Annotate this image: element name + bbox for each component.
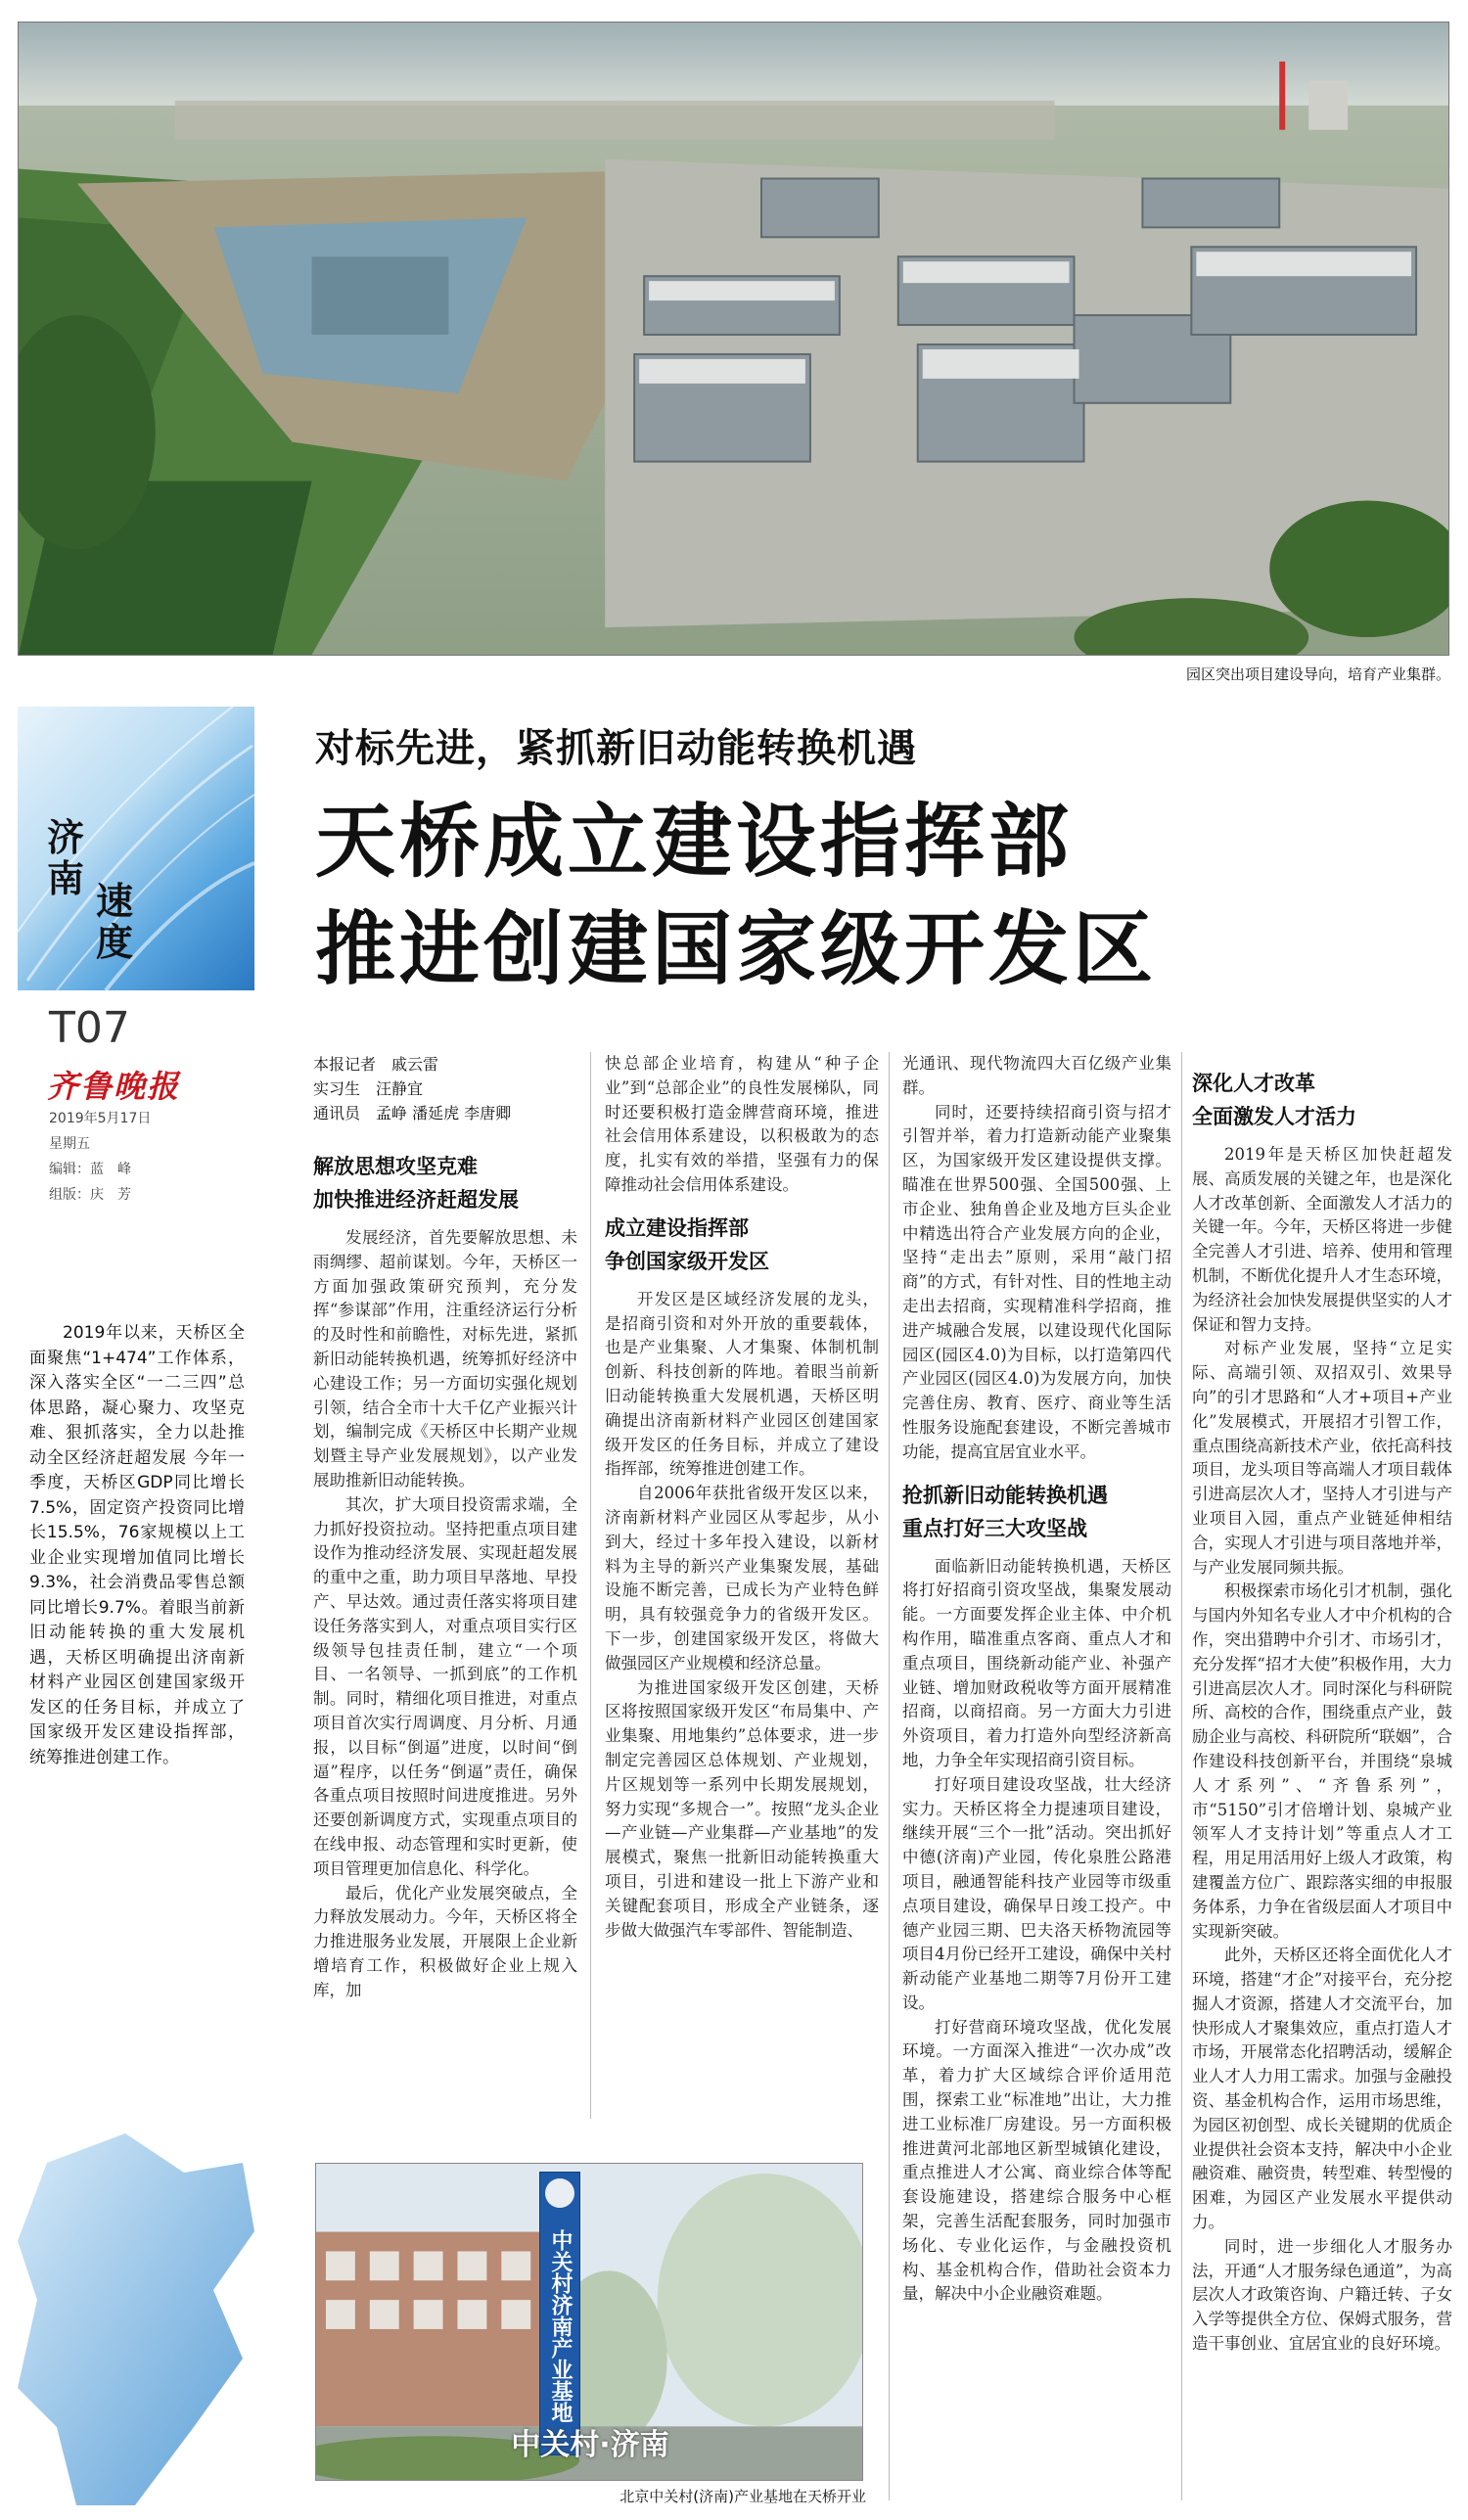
- byline: [313, 1052, 597, 1125]
- bottom-photo-caption: 北京中关村(济南)产业基地在天桥开业: [619, 2488, 866, 2505]
- paragraph: 打好营商环境攻坚战，优化发展环境。一方面深入推进“一次办成”改革，着力扩大区域综合评价适用范围，探索工业“标准地”出让，大力推进工业标准厂房建设。另一方面积极推进黄河北部地区新型城镇化建设，重点推进人才公寓、商业综合体等配套设施建设，搭建综合服务中心框架，完善生活配套服务，同时加强市场化、专业化运作，与金融投资机构、基金机构合作，借助社会资本力量，解决中小企业融资难题。: [902, 2017, 1171, 2304]
- industrial-park-aerial-photo: [18, 22, 1449, 656]
- issue-weekday: 星期五: [49, 1136, 90, 1152]
- paragraph: 光通讯、现代物流四大百亿级产业集群。: [902, 1054, 1171, 1097]
- article-column-1: [313, 1150, 577, 2129]
- paragraph: 此外，天桥区还将全面优化人才环境，搭建“才企”对接平台，充分挖掘人才资源，搭建人才交流平台，加快形成人才聚集效应，重点打造人才市场，开展常态化招聘活动，缓解企业人才人力用工需求。加强与金融投资、基金机构合作，运用市场思维，为园区初创型、成长关键期的优质企业提供社会资本支持，解决中小企业融资难、融资贵，转型难、转型慢的困难，为园区产业发展水平提供动力。: [1192, 1946, 1452, 2232]
- issue-date: 2019年5月17日: [49, 1111, 152, 1126]
- paragraph: 开发区是区域经济发展的龙头，是招商引资和对外开放的重要载体，也是产业集聚、人才集聚、体制机制创新、科技创新的阵地。着眼当前新旧动能转换重大发展机遇，天桥区明确提出济南新材料产业园区创建国家级开发区的任务目标，并成立了建设指挥部，统筹推进创建工作。: [605, 1289, 879, 1479]
- paragraph: 面临新旧动能转换机遇，天桥区将打好招商引资攻坚战，集聚发展动能。一方面要发挥企业主体、中介机构作用，瞄准重点客商、重点人才和重点项目，围绕新动能产业、补强产业链、增加财政税收等方面开展精准招商，以商招商。另一方面大力引进外资项目，着力打造外向型经济新高地，力争全年实现招商引资目标。: [902, 1556, 1171, 1769]
- section-title-vertical: [47, 816, 134, 964]
- main-headline-line-2: 推进创建国家级开发区: [315, 903, 1158, 996]
- paragraph: 打好项目建设攻坚战，壮大经济实力。天桥区将全力提速项目建设，继续开展“三个一批”活动。突出抓好中德(济南)产业园，传化泉胜公路港项目，融通智能科技产业园等市级重点项目建设，确保早日竣工投产。中德产业园三期、巴夫洛天桥物流园等项目4月份已经开工建设，确保中关村新动能产业基地二期等7月份开工建设。: [902, 1774, 1171, 2012]
- paragraph: 快总部企业培育，构建从“种子企业”到“总部企业”的良性发展梯队，同时还要积极打造金牌营商环境，推进社会信用体系建设，以积极敢为的态度，扎实有效的举措，坚强有力的保障推动社会信用体系建设。: [605, 1054, 879, 1194]
- column-divider: [889, 1052, 890, 2500]
- zhongguancun-base-photo: [315, 2163, 863, 2481]
- column-divider: [590, 1052, 591, 2119]
- section-char-group: [96, 881, 133, 963]
- section-char: 速: [96, 880, 134, 923]
- editor-credit: 编辑：蓝 峰: [49, 1162, 131, 1177]
- paragraph: 发展经济，首先要解放思想、未雨绸缪、超前谋划。今年，天桥区一方面加强政策研究预判，充分发挥“参谋部”作用，注重经济运行分析的及时性和前瞻性，对标先进，紧抓新旧动能转换机遇，统筹抓好经济中心建设工作；另一方面切实强化规划引领，结合全市十大千亿产业振兴计划，编制完成《天桥区中长期产业规划暨主导产业发展规划》，以产业发展助推新旧动能转换。: [313, 1228, 577, 1489]
- newspaper-logo: 齐鲁晚报: [47, 1068, 181, 1105]
- section-char: 济: [47, 816, 85, 859]
- column-divider: [1181, 1052, 1182, 2500]
- ground-sign-text: 中关村·济南: [511, 2428, 669, 2462]
- article-column-2: [605, 1052, 879, 2078]
- article-column-3: [902, 1052, 1171, 2500]
- kicker-headline: 对标先进，紧抓新旧动能转换机遇: [315, 726, 917, 771]
- article-column-4: [1192, 1067, 1452, 2500]
- subhead-3a: 抢抓新旧动能转换机遇: [902, 1483, 1108, 1507]
- paragraph: 自2006年获批省级开发区以来，济南新材料产业园区从零起步，从小到大，经过十多年投入建设，以新材料为主导的新兴产业集聚发展，基础设施不断完善，已成长为产业特色鲜明，具有较强竞争力的省级开发区。下一步，创建国家级开发区，将做大做强园区产业规模和经济总量。: [605, 1484, 879, 1672]
- page-number: T07: [49, 1003, 130, 1053]
- byline-reporter: 本报记者 戚云雷: [313, 1055, 439, 1074]
- byline-intern: 实习生 汪静宜: [313, 1079, 424, 1098]
- sign-logo-icon: [545, 2178, 574, 2208]
- subhead-1a: 解放思想攻坚克难: [313, 1155, 478, 1178]
- paragraph: 为推进国家级开发区创建，天桥区将按照国家级开发区“布局集中、产业集聚、用地集约”总体要求，进一步制定完善园区总体规划、产业规划，片区规划等一系列中长期发展规划，努力实现“多规合一”。按照“龙头企业—产业链—产业集群—产业基地”的发展模式，聚焦一批新旧动能转换重大项目，引进和建设一批上下游产业和关键配套项目，形成全产业链条，逐步做大做强汽车零部件、智能制造、: [605, 1677, 879, 1940]
- subhead-4a: 深化人才改革: [1192, 1072, 1315, 1095]
- byline-correspondents: 通讯员 孟峥 潘延虎 李唐卿: [313, 1104, 512, 1123]
- top-photo-caption: 园区突出项目建设导向，培育产业集群。: [1185, 665, 1450, 683]
- subhead-3b: 重点打好三大攻坚战: [902, 1516, 1087, 1540]
- paragraph: 同时，还要持续招商引资与招才引智并举，着力打造新动能产业聚集区，为国家级开发区建设提供支撑。瞄准在世界500强、全国500强、上市企业、独角兽企业及地方巨头企业中精选出符合产业发展方向的企业，坚持“走出去”原则，采用“敲门招商”的方式，有针对性、目的性地主动走出去招商，实现精准科学招商，推进产城融合发展，以建设现代化国际园区(园区4.0)为目标，以打造第四代产业园区(园区4.0)为发展方向，加快完善住房、教育、医疗、商业等生活性服务设施配套建设，不断完善城市功能，提高宜居宜业水平。: [902, 1102, 1171, 1461]
- paragraph: 对标产业发展，坚持“立足实际、高端引领、双招双引、效果导向”的引才思路和“人才+项目+产业化”发展模式，开展招才引智工作，重点围绕高新技术产业，依托高科技项目，龙头项目等高端人才项目载体引进高层次人才，坚持人才引进与产业项目入园，重点产业链延伸相结合，实现人才引进与项目落地并举，与产业发展同频共振。: [1192, 1339, 1452, 1577]
- summary-paragraph: 2019年以来，天桥区全面聚焦“1+474”工作体系，深入落实全区“一二三四”总体思路，凝心聚力、攻坚克难、狠抓落实，全力以赴推动全区经济赶超发展 今年一季度，天桥区GDP同比增长7.5%，固定资产投资同比增长15.5%，76家规模以上工业企业实现增加值同比增长9.3%，社会消费品零售总额同比增长9.7%。着眼当前新旧动能转换的重大发展机遇，天桥区明确提出济南新材料产业园区创建国家级开发区的任务目标，并成立了国家级开发区建设指挥部，统筹推进创建工作。: [29, 1323, 245, 1767]
- city-map-silhouette: [18, 2104, 254, 2505]
- paragraph: 同时，进一步细化人才服务办法，开通“人才服务绿色通道”，为高层次人才政策咨询、户籍迁转、子女入学等提供全方位、保姆式服务，营造干事创业、宜居宜业的良好环境。: [1192, 2236, 1452, 2354]
- subhead-2a: 成立建设指挥部: [605, 1215, 749, 1240]
- paragraph: 积极探索市场化引才机制，强化与国内外知名专业人才中介机构的合作，突出猎聘中介引才、市场引才，充分发挥“招才大使”积极作用，大力引进高层次人才。同时深化与科研院所、高校的合作，围绕重点产业，鼓励企业与高校、科研院所“联姻”，合作建设科技创新平台，并围绕“泉城人才系列”、“齐鲁系列”，市“5150”引才倍增计划、泉城产业领军人才支持计划”等重点人才工程，用足用活用好上级人才政策，构建覆盖方位广、跟踪落实细的申报服务体系，力争在省级层面人才项目中实现新突破。: [1192, 1581, 1452, 1941]
- main-headline-line-1: 天桥成立建设指挥部: [315, 796, 1074, 889]
- summary-text: [29, 1321, 245, 1770]
- section-char: 度: [96, 921, 134, 964]
- paragraph: 最后，优化产业发展突破点，全力释放发展动力。今年，天桥区将全力推进服务业发展，开展限上企业新增培育工作，积极做好企业上规入库，加: [313, 1883, 577, 1999]
- section-char: 南: [47, 857, 85, 900]
- sign-text: 中关村济南产业基地: [548, 2229, 573, 2423]
- subhead-2b: 争创国家级开发区: [605, 1249, 769, 1273]
- paragraph: 其次，扩大项目投资需求端，全力抓好投资拉动。坚持把重点项目建设作为推动经济发展、实现赶超发展的重中之重，助力项目早落地、早投产、早达效。通过责任落实将项目建设任务落实到人，对重点项目实行区级领导包挂责任制，建立“一个项目、一名领导、一抓到底”的工作机制。同时，精细化项目推进，对重点项目首次实行周调度、月分析、月通报，以目标“倒逼”进度，以时间“倒逼”程序，以任务“倒逼”责任，确保各重点项目按照时间进度推进。另外还要创新调度方式，实现重点项目的在线申报、动态管理和实时更新，使项目管理更加信息化、科学化。: [313, 1494, 577, 1878]
- sign-pylon: [539, 2172, 580, 2455]
- subhead-1b: 加快推进经济赶超发展: [313, 1188, 519, 1212]
- subhead-4b: 全面激发人才活力: [1192, 1105, 1356, 1128]
- designer-credit: 组版：庆 芳: [49, 1187, 131, 1203]
- paragraph: 2019年是天桥区加快赶超发展、高质发展的关键之年，也是深化人才改革创新、全面激发人才活力的关键一年。今年，天桥区将进一步健全完善人才引进、培养、使用和管理机制，不断优化提升人才生态环境，为经济社会加快发展提供坚实的人才保证和智力支持。: [1192, 1145, 1452, 1334]
